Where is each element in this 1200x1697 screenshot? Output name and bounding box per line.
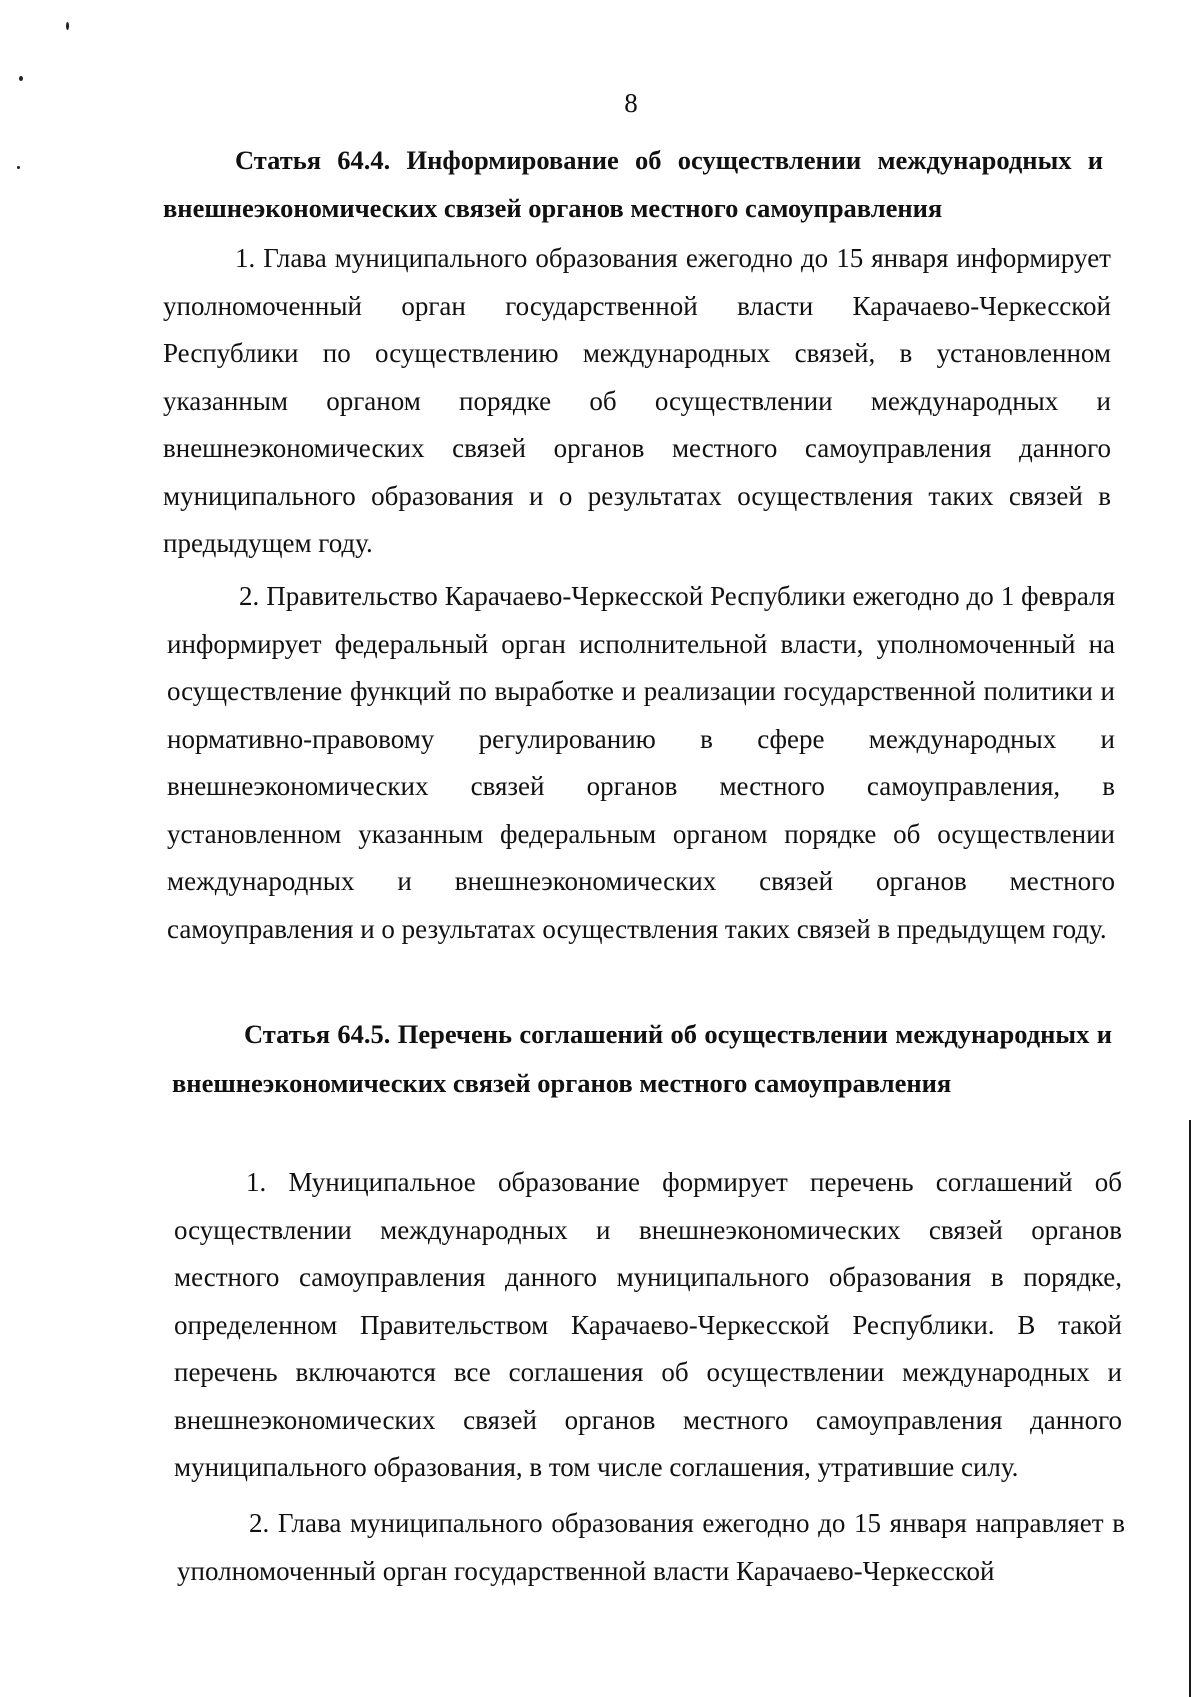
scan-edge-line xyxy=(1189,1120,1191,1697)
scan-speck xyxy=(66,22,69,30)
article-title: Статья 64.5. Перечень соглашений об осуществлении международных и внешнеэкономических связей органов местного самоуправления xyxy=(172,1019,1112,1098)
scan-speck xyxy=(19,76,23,81)
article-paragraph: 2. Правительство Карачаево-Черкесской Республики ежегодно до 1 февраля информирует федеральный орган исполнительной власти, уполномоченный на осуществление функций по выработке и реализации государственной политики и нормативно-правовому регулированию в сфере международных и внешнеэкономических связей органов местного самоуправления, в установленном указанным федеральным органом порядке об осуществлении международных и внешнеэкономических связей органов местного самоуправления и о результатах осуществления таких связей в предыдущем году. xyxy=(167,581,1115,944)
article-paragraph: 1. Глава муниципального образования ежегодно до 15 января информирует уполномоченный орган государственной власти Карачаево-Черкесской Республики по осуществлению международных связей, в установленном указанным органом порядке об осуществлении международных и внешнеэкономических связей органов местного самоуправления данного муниципального образования и о результатах осуществления таких связей в предыдущем году. xyxy=(163,243,1111,558)
article-title: Статья 64.4. Информирование об осуществлении международных и внешнеэкономических связей органов местного самоуправления xyxy=(163,145,1103,223)
page-number: 8 xyxy=(624,88,638,118)
article-paragraph: 2. Глава муниципального образования ежегодно до 15 января направляет в уполномоченный орган государственной власти Карачаево-Черкесской xyxy=(177,1508,1125,1586)
article-paragraph: 1. Муниципальное образование формирует перечень соглашений об осуществлении международных и внешнеэкономических связей органов местного самоуправления данного муниципального образования в порядке, определенном Правительством Карачаево-Черкесской Республики. В такой перечень включаются все соглашения об осуществлении международных и внешнеэкономических связей органов местного самоуправления данного муниципального образования, в том числе соглашения, утратившие силу. xyxy=(174,1167,1122,1482)
scan-speck xyxy=(17,166,20,169)
